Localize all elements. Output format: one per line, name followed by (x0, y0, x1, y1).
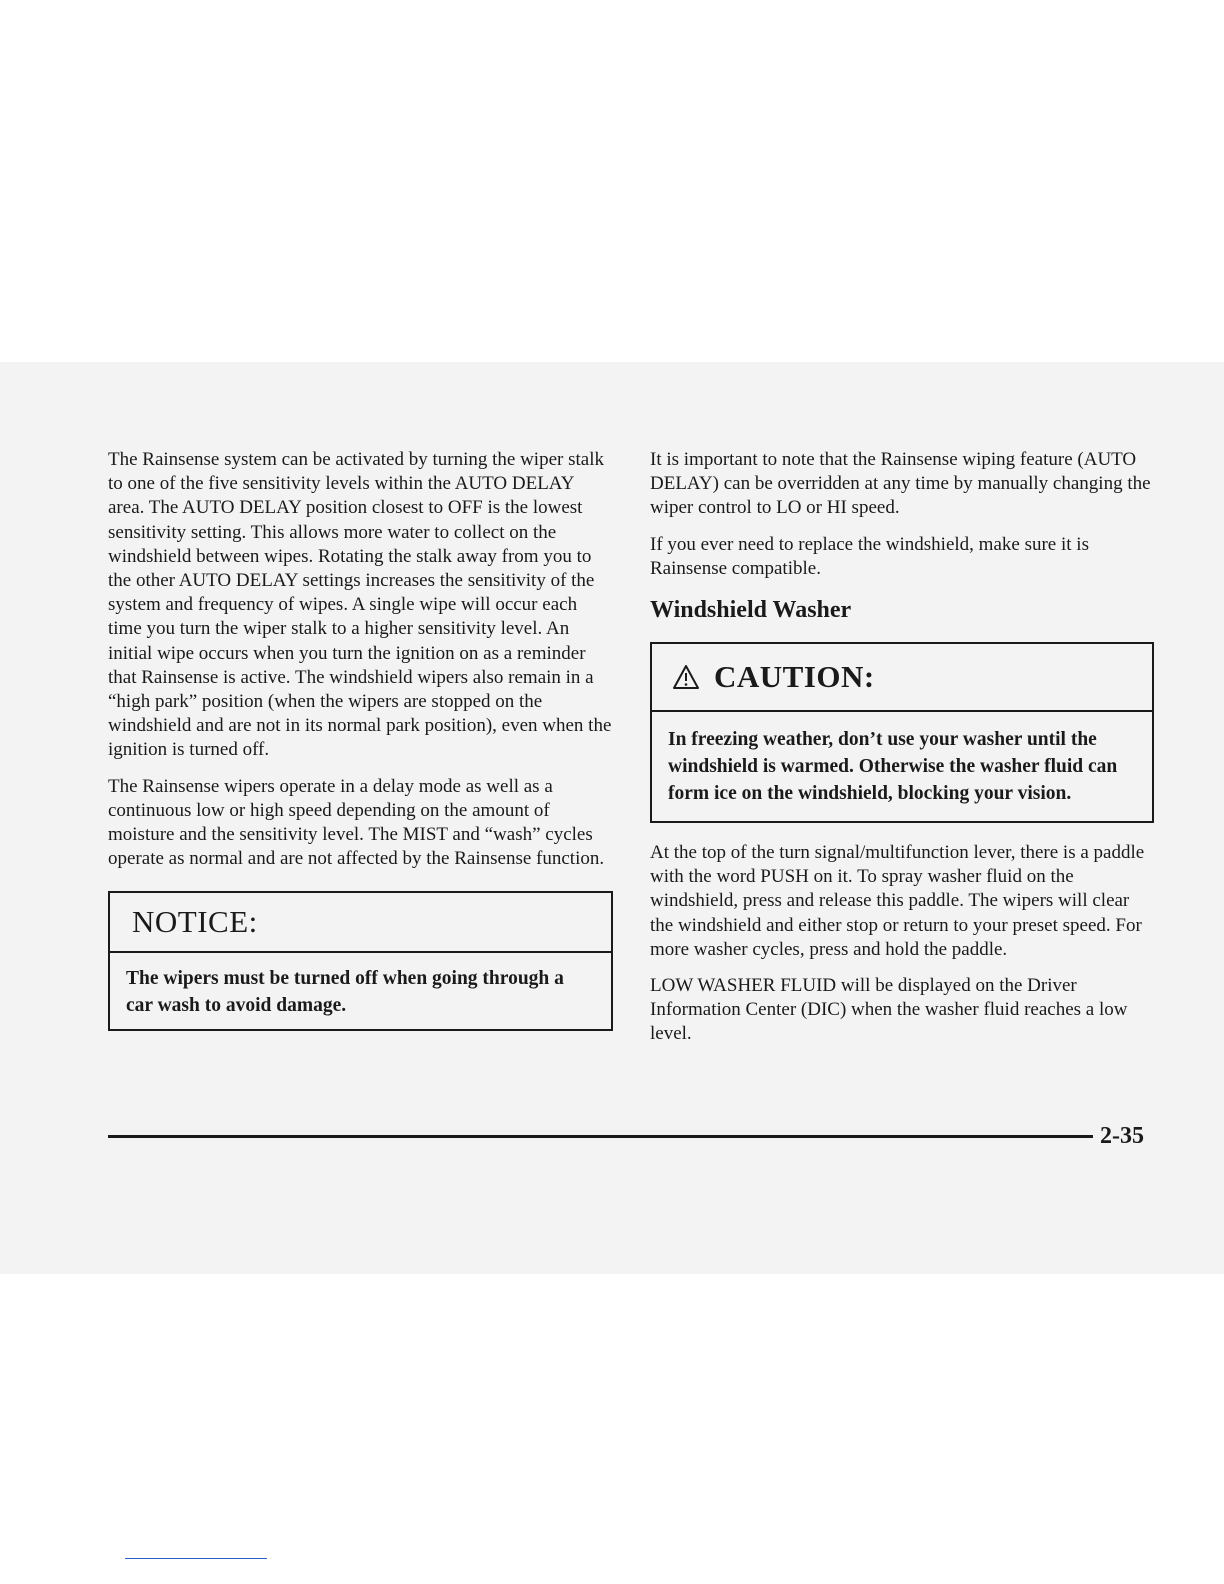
caution-title: CAUTION: (714, 659, 875, 695)
caution-box (650, 642, 1154, 823)
body-paragraph: LOW WASHER FLUID will be displayed on the Driver Information Center (DIC) when the washer fluid reaches a low level. (650, 975, 1128, 1045)
section-heading: Windshield Washer (650, 597, 852, 624)
notice-title: NOTICE: (132, 904, 258, 940)
link-underline (125, 1558, 267, 1559)
footer-rule (108, 1135, 1093, 1138)
body-paragraph: If you ever need to replace the windshield, make sure it is Rainsense compatible. (650, 533, 1089, 579)
warning-triangle-icon (672, 664, 700, 690)
body-paragraph: The Rainsense system can be activated by turning the wiper stalk to one of the five sensitivity levels within the AUTO DELAY area. The AUTO DELAY position closest to OFF is the lowest sensitivity setting. This allows more water to collect on the windshield between wipes. Rotating the stalk away from you to the other AUTO DELAY settings increases the sensitivity of the system and frequency of wipes. A single wipe will occur each time you turn the wiper stalk to a higher sensitivity level. An initial wipe occurs when you turn the ignition on as a reminder that Rainsense is active. The windshield wipers also remain in a “high park” position (when the wipers are stopped on the windshield and are not in its normal park position), even when the ignition is turned off. (108, 449, 612, 761)
body-paragraph: It is important to note that the Rainsense wiping feature (AUTO DELAY) can be overridden at any time by manually changing the wiper control to LO or HI speed. (650, 449, 1151, 519)
right-column (650, 448, 1155, 1059)
notice-box (108, 891, 613, 1031)
caution-header (652, 644, 1152, 712)
body-paragraph: The Rainsense wipers operate in a delay mode as well as a continuous low or high speed depending on the amount of moisture and the sensitivity level. The MIST and “wash” cycles operate as normal and are not affected by the Rainsense function. (108, 775, 605, 870)
notice-header (110, 893, 611, 953)
notice-text: The wipers must be turned off when going through a car wash to avoid damage. (126, 968, 564, 1017)
left-column (108, 448, 613, 1031)
page-number: 2-35 (1100, 1123, 1144, 1149)
body-paragraph: At the top of the turn signal/multifunction lever, there is a paddle with the word PUSH on it. To spray washer fluid on the windshield, press and release this paddle. The wipers will clear the windshield and either stop or return to your preset speed. For more washer cycles, press and hold the paddle. (650, 842, 1145, 960)
caution-text: In freezing weather, don’t use your washer until the windshield is warmed. Otherwise the washer fluid can form ice on the windshield, blocking your vision. (668, 729, 1118, 805)
